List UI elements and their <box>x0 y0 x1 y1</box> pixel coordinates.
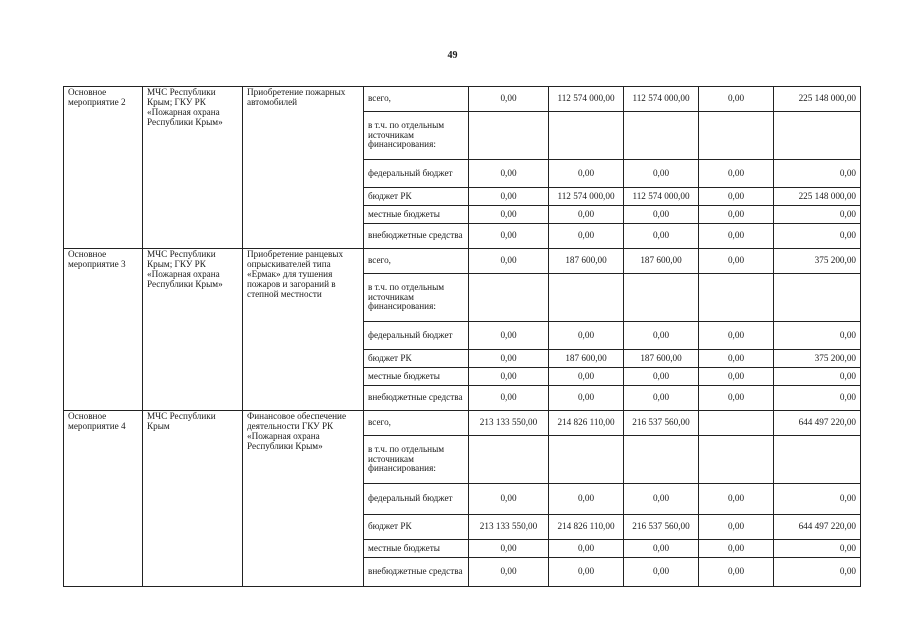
value-cell: 0,00 <box>469 160 549 188</box>
total-cell: 225 148 000,00 <box>774 87 861 112</box>
table-row <box>64 87 861 112</box>
value-cell <box>699 112 774 160</box>
value-cell: 0,00 <box>469 484 549 515</box>
value-cell: 112 574 000,00 <box>549 87 624 112</box>
value-cell <box>699 436 774 484</box>
value-cell <box>549 112 624 160</box>
value-cell: 0,00 <box>469 386 549 411</box>
description-cell: Финансовое обеспечение деятельности ГКУ РК «Пожарная охрана Республики Крым» <box>243 411 364 587</box>
value-cell: 0,00 <box>699 87 774 112</box>
value-cell: 0,00 <box>549 368 624 386</box>
event-cell: Основное мероприятие 4 <box>64 411 143 587</box>
source-cell: бюджет РК <box>364 515 469 540</box>
budget-table <box>63 86 861 587</box>
value-cell: 187 600,00 <box>624 249 699 274</box>
total-cell: 375 200,00 <box>774 249 861 274</box>
value-cell: 0,00 <box>699 386 774 411</box>
value-cell: 112 574 000,00 <box>624 188 699 206</box>
source-cell: федеральный бюджет <box>364 322 469 350</box>
total-cell: 0,00 <box>774 540 861 558</box>
value-cell: 216 537 560,00 <box>624 515 699 540</box>
source-cell: в т.ч. по отдельным источникам финансирования: <box>364 436 469 484</box>
value-cell: 112 574 000,00 <box>624 87 699 112</box>
value-cell: 0,00 <box>549 322 624 350</box>
source-cell: местные бюджеты <box>364 368 469 386</box>
value-cell: 0,00 <box>624 322 699 350</box>
executor-cell: МЧС Республики Крым; ГКУ РК «Пожарная охрана Республики Крым» <box>143 249 243 411</box>
value-cell: 0,00 <box>699 515 774 540</box>
value-cell: 0,00 <box>699 188 774 206</box>
value-cell: 0,00 <box>469 350 549 368</box>
value-cell: 0,00 <box>624 160 699 188</box>
value-cell: 0,00 <box>624 224 699 249</box>
source-cell: всего, <box>364 87 469 112</box>
total-cell: 225 148 000,00 <box>774 188 861 206</box>
value-cell: 0,00 <box>469 206 549 224</box>
source-cell: в т.ч. по отдельным источникам финансирования: <box>364 274 469 322</box>
value-cell: 187 600,00 <box>549 249 624 274</box>
value-cell <box>624 274 699 322</box>
source-cell: федеральный бюджет <box>364 484 469 515</box>
value-cell: 0,00 <box>549 558 624 587</box>
total-cell: 0,00 <box>774 160 861 188</box>
value-cell: 0,00 <box>624 484 699 515</box>
value-cell <box>699 274 774 322</box>
source-cell: внебюджетные средства <box>364 386 469 411</box>
source-cell: местные бюджеты <box>364 540 469 558</box>
value-cell: 187 600,00 <box>624 350 699 368</box>
source-cell: местные бюджеты <box>364 206 469 224</box>
value-cell: 0,00 <box>699 540 774 558</box>
value-cell: 213 133 550,00 <box>469 411 549 436</box>
value-cell <box>469 112 549 160</box>
source-cell: всего, <box>364 411 469 436</box>
table-row <box>64 249 861 274</box>
value-cell <box>624 112 699 160</box>
value-cell: 0,00 <box>624 558 699 587</box>
value-cell: 0,00 <box>469 368 549 386</box>
value-cell: 0,00 <box>624 368 699 386</box>
value-cell <box>469 436 549 484</box>
total-cell: 644 497 220,00 <box>774 411 861 436</box>
table-row <box>64 411 861 436</box>
source-cell: всего, <box>364 249 469 274</box>
value-cell: 0,00 <box>549 160 624 188</box>
event-cell: Основное мероприятие 3 <box>64 249 143 411</box>
total-cell <box>774 112 861 160</box>
value-cell: 0,00 <box>699 350 774 368</box>
page-number: 49 <box>447 50 458 61</box>
total-cell: 0,00 <box>774 322 861 350</box>
value-cell: 0,00 <box>469 540 549 558</box>
total-cell: 375 200,00 <box>774 350 861 368</box>
value-cell: 0,00 <box>469 188 549 206</box>
value-cell: 0,00 <box>469 87 549 112</box>
value-cell: 0,00 <box>699 558 774 587</box>
value-cell: 216 537 560,00 <box>624 411 699 436</box>
value-cell: 187 600,00 <box>549 350 624 368</box>
total-cell: 0,00 <box>774 484 861 515</box>
total-cell: 0,00 <box>774 224 861 249</box>
value-cell: 0,00 <box>469 249 549 274</box>
source-cell: внебюджетные средства <box>364 558 469 587</box>
value-cell: 0,00 <box>549 386 624 411</box>
value-cell <box>469 274 549 322</box>
value-cell: 0,00 <box>699 322 774 350</box>
source-cell: бюджет РК <box>364 188 469 206</box>
value-cell: 0,00 <box>624 540 699 558</box>
value-cell <box>624 436 699 484</box>
description-cell: Приобретение ранцевых опрыскивателей типа «Ермак» для тушения пожаров и загораний в степной местности <box>243 249 364 411</box>
value-cell: 0,00 <box>549 540 624 558</box>
value-cell: 0,00 <box>469 224 549 249</box>
value-cell <box>549 274 624 322</box>
total-cell <box>774 274 861 322</box>
executor-cell: МЧС Республики Крым; ГКУ РК «Пожарная охрана Республики Крым» <box>143 87 243 249</box>
value-cell: 214 826 110,00 <box>549 515 624 540</box>
source-cell: внебюджетные средства <box>364 224 469 249</box>
event-cell: Основное мероприятие 2 <box>64 87 143 249</box>
value-cell: 0,00 <box>624 206 699 224</box>
total-cell <box>774 436 861 484</box>
value-cell: 0,00 <box>469 558 549 587</box>
value-cell: 0,00 <box>699 224 774 249</box>
value-cell: 0,00 <box>699 368 774 386</box>
source-cell: бюджет РК <box>364 350 469 368</box>
executor-cell: МЧС Республики Крым <box>143 411 243 587</box>
description-cell: Приобретение пожарных автомобилей <box>243 87 364 249</box>
source-cell: в т.ч. по отдельным источникам финансирования: <box>364 112 469 160</box>
source-cell: федеральный бюджет <box>364 160 469 188</box>
value-cell: 0,00 <box>549 224 624 249</box>
total-cell: 0,00 <box>774 368 861 386</box>
total-cell: 644 497 220,00 <box>774 515 861 540</box>
value-cell: 0,00 <box>469 322 549 350</box>
value-cell: 0,00 <box>699 160 774 188</box>
value-cell: 0,00 <box>624 386 699 411</box>
value-cell: 214 826 110,00 <box>549 411 624 436</box>
value-cell: 0,00 <box>549 484 624 515</box>
total-cell: 0,00 <box>774 558 861 587</box>
value-cell: 0,00 <box>549 206 624 224</box>
value-cell <box>699 411 774 436</box>
total-cell: 0,00 <box>774 206 861 224</box>
value-cell: 0,00 <box>699 484 774 515</box>
total-cell: 0,00 <box>774 386 861 411</box>
value-cell: 213 133 550,00 <box>469 515 549 540</box>
value-cell: 0,00 <box>699 206 774 224</box>
value-cell: 112 574 000,00 <box>549 188 624 206</box>
value-cell: 0,00 <box>699 249 774 274</box>
value-cell <box>549 436 624 484</box>
